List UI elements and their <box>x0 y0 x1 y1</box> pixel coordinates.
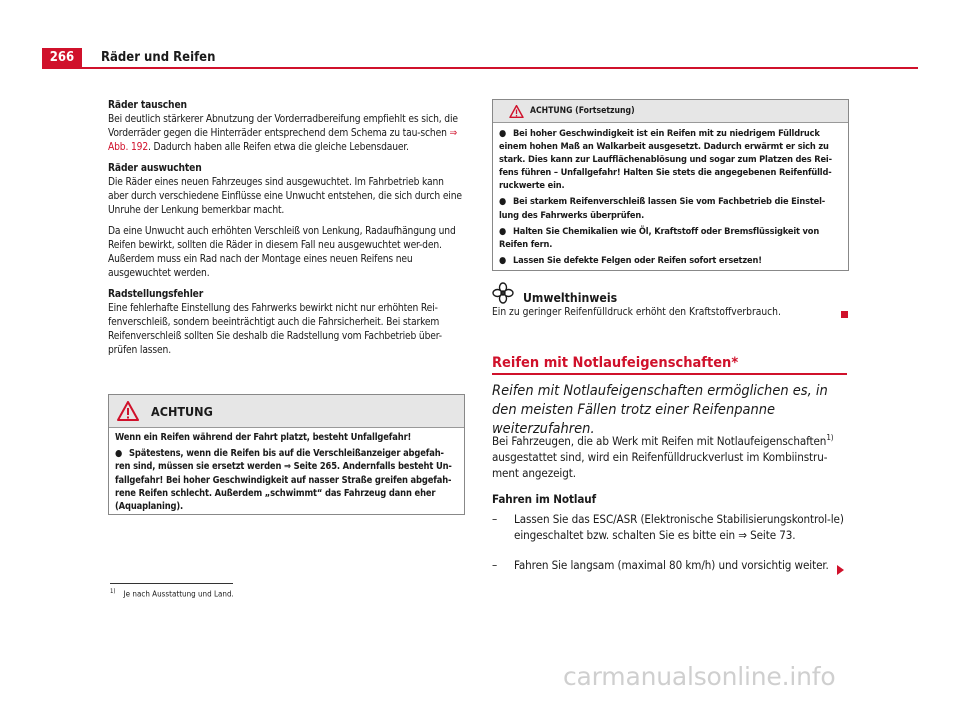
warning-cont-bullet: ● Lassen Sie defekte Felgen oder Reifen sofort ersetzen! <box>499 254 762 266</box>
section-end-marker <box>841 311 848 318</box>
warning-line: Wenn ein Reifen während der Fahrt platzt, besteht Unfallgefahr! <box>115 432 412 443</box>
heading-raeder-tauschen: Räder tauschen <box>108 100 187 111</box>
footnote-ref: 1) <box>826 433 834 442</box>
paragraph-radstellungsfehler: Eine fehlerhafte Einstellung des Fahrwerks bewirkt nicht nur erhöhten Rei-fenverschleiß, sondern beeinträchtigt auch die Fahrsicherheit. Bei starkem Reifenverschleiß sollten Sie deshalb die Radstellung vom Fachbetrieb über-prüfen lassen. <box>108 303 442 356</box>
page-number: 266 <box>42 48 82 68</box>
warning-cont-title: ACHTUNG (Fortsetzung) <box>530 106 635 116</box>
heading-fahren-im-notlauf: Fahren im Notlauf <box>492 491 597 506</box>
bullet-dot: ● <box>115 448 123 460</box>
env-note-header <box>492 282 514 308</box>
warning-header <box>109 395 464 428</box>
header-rule <box>42 67 918 69</box>
paragraph-auswuchten-1: Die Räder eines neuen Fahrzeuges sind ausgewuchtet. Im Fahrbetrieb kann aber durch verschiedene Einflüsse eine Unwucht entstehen, die sich durch eine Unruhe der Lenkung bemerkbar macht. <box>108 177 462 216</box>
section-rule <box>492 373 847 375</box>
heading-radstellungsfehler: Radstellungsfehler <box>108 289 204 300</box>
paragraph-auswuchten-2: Da eine Unwucht auch erhöhten Verschleiß von Lenkung, Radaufhängung und Reifen bewirkt, sollten die Räder in diesem Fall neu ausgewuchtet wer-den. Außerdem muss ein Rad nach der Montage eines neuen Reifens neu ausgewuchtet werden. <box>108 226 456 279</box>
page-title: Räder und Reifen <box>101 50 216 65</box>
footnote: $^{1)}$ Je nach Ausstattung und Land. <box>110 588 234 599</box>
heading-raeder-auswuchten: Räder auswuchten <box>108 163 202 174</box>
flower-icon <box>492 282 514 304</box>
warning-cont-header <box>493 100 848 123</box>
warning-body <box>109 428 464 522</box>
paragraph-raeder-tauschen: Bei deutlich stärkerer Abnutzung der Vorderradbereifung empfiehlt es sich, die Vorderräder gegen die Hinterräder entsprechend dem Schema zu tau-schen ⇒ Abb. 192. Dadurch haben alle Reifen etwa die gleiche Lebensdauer. <box>108 114 458 153</box>
warning-box-achtung <box>108 394 465 515</box>
warning-triangle-icon <box>509 105 524 118</box>
lead-paragraph: Reifen mit Notlaufeigenschaften ermöglichen es, in den meisten Fällen trotz einer Reifenpanne weiterzufahren. <box>492 383 828 437</box>
env-note-title: Umwelthinweis <box>523 291 618 305</box>
left-column <box>108 99 464 358</box>
env-note-text: Ein zu geringer Reifenfülldruck erhöht den Kraftstoffverbrauch. <box>492 307 781 318</box>
list-item: – Lassen Sie das ESC/ASR (Elektronische Stabilisierungskontrol-le) eingeschaltet bzw. schalten Sie es bitte ein ⇒ Seite 73. <box>492 511 844 542</box>
footnote-rule <box>110 583 233 584</box>
body-paragraph: Bei Fahrzeugen, die ab Werk mit Reifen mit Notlaufeigenschaften$^{1)}$ ausgestattet sind, wird ein Reifenfülldruckverlust im Kombiinstru-ment angezeigt. <box>492 433 834 480</box>
right-body <box>492 430 848 573</box>
warning-bullet: ● Spätestens, wenn die Reifen bis auf die Verschleißanzeiger abgefah-ren sind, müssen sie ersetzt werden ⇒ Seite 265. Andernfalls besteht Un-fallgefahr! Bei hoher Geschwindigkeit auf nasser Straße greifen abgefah-rene Reifen schlecht. Außerdem „schwimmt“ das Fahrzeug dann eher (Aquaplaning). <box>115 448 452 513</box>
warning-triangle-icon <box>117 401 139 421</box>
warning-cont-bullet: ● Halten Sie Chemikalien wie Öl, Kraftstoff oder Bremsflüssigkeit von Reifen fern. <box>499 225 820 250</box>
warning-cont-body <box>493 123 848 276</box>
section-title: Reifen mit Notlaufeigenschaften* <box>492 355 739 371</box>
warning-box-continuation <box>492 99 849 271</box>
warning-cont-bullet: ● Bei starkem Reifenverschleiß lassen Sie vom Fachbetrieb die Einstel-lung des Fahrwerks überprüfen. <box>499 196 826 221</box>
list-item: – Fahren Sie langsam (maximal 80 km/h) und vorsichtig weiter. <box>492 557 829 572</box>
watermark: carmanualsonline.info <box>563 662 836 691</box>
continue-arrow-icon <box>836 564 845 576</box>
figure-link[interactable]: ⇒ Abb. 192 <box>108 128 458 153</box>
warning-title: ACHTUNG <box>151 403 213 419</box>
warning-cont-bullet: ● Bei hoher Geschwindigkeit ist ein Reifen mit zu niedrigem Fülldruck einem hohen Maß an Walkarbeit ausgesetzt. Dadurch erwärmt er sich zu stark. Dies kann zur Laufflächenablösung und sogar zum Platzen des Rei-fens führen – Unfallgefahr! Halten Sie stets die angegebenen Reifenfülld-ruckwerte ein. <box>499 128 832 192</box>
